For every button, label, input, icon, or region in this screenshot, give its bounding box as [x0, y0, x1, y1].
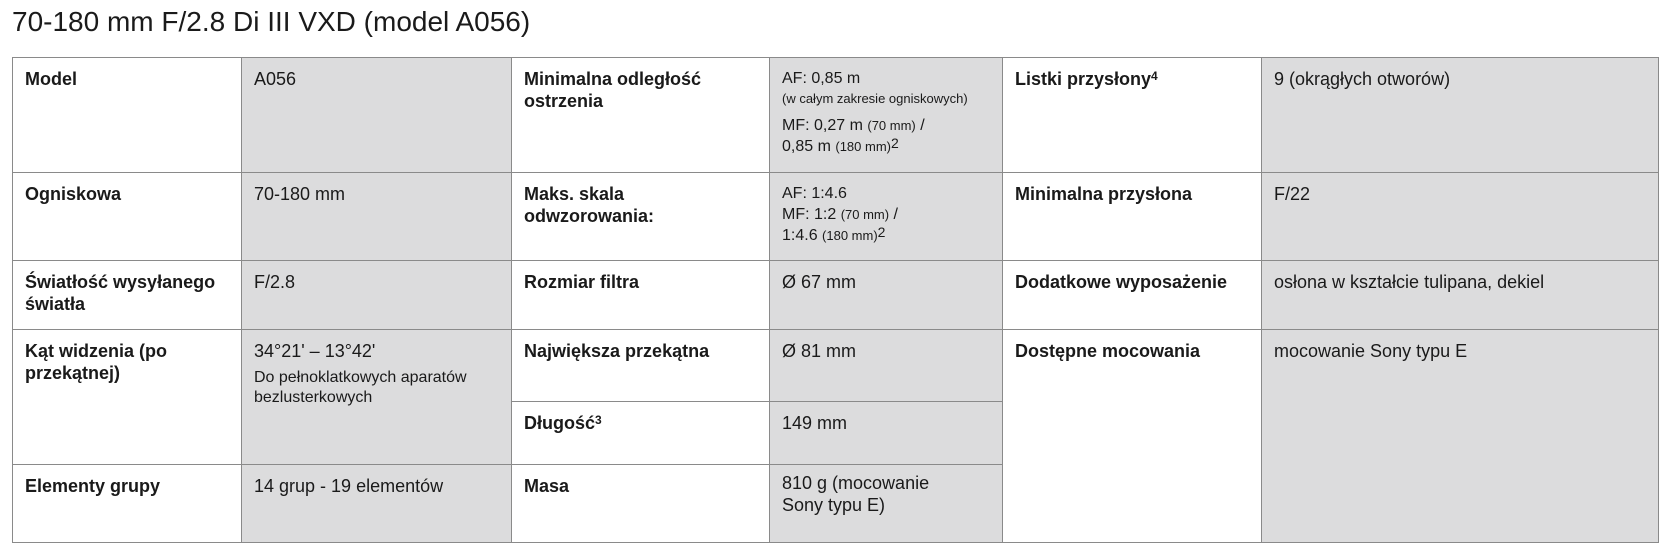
- table-row: [13, 261, 1659, 330]
- filter-label: Rozmiar filtra: [512, 261, 770, 330]
- focal-label: Ogniskowa: [13, 173, 242, 261]
- min-focus-mf-b-note: (180 mm): [835, 139, 891, 154]
- max-mag-mf-b: 1:4.6: [782, 227, 818, 245]
- angle-label: [13, 330, 242, 465]
- min-focus-mf-a-note: (70 mm): [867, 118, 916, 133]
- max-mag-af: AF: 1:4.6: [782, 185, 847, 203]
- aperture-label: Światłość wysyłanego światła: [13, 261, 242, 330]
- max-mag-mf-a: MF: 1:2: [782, 206, 837, 224]
- min-focus-footnote: 2: [891, 135, 899, 151]
- min-aperture-value: F/22: [1262, 173, 1659, 261]
- angle-value: 34°21' – 13°42': [254, 341, 376, 362]
- mass-value: 810 g (mocowanie Sony typu E): [770, 465, 1003, 543]
- mounts-label: Dostępne mocowania: [1003, 330, 1262, 543]
- max-mag-footnote: 2: [877, 224, 886, 241]
- max-mag-mf-a-note: (70 mm): [840, 207, 890, 223]
- min-aperture-label: Minimalna przysłona: [1003, 173, 1262, 261]
- min-focus-mf-sep: /: [920, 117, 925, 134]
- blades-label-text: Listki przysłony: [1015, 69, 1152, 89]
- angle-label-text: Kąt widzenia (po przekątnej): [25, 341, 168, 384]
- max-mag-label: Maks. skala odwzorowania:: [512, 173, 770, 261]
- accessories-value: osłona w kształcie tulipana, dekiel: [1262, 261, 1659, 330]
- table-row: [13, 330, 1659, 401]
- min-focus-af-note: (w całym zakresie ogniskowych): [782, 91, 968, 106]
- length-value: 149 mm: [770, 401, 1003, 465]
- model-value: A056: [242, 58, 512, 173]
- min-focus-value: [770, 58, 1003, 173]
- diameter-label: Największa przekątna: [512, 330, 770, 401]
- page-title: 70-180 mm F/2.8 Di III VXD (model A056): [12, 6, 531, 37]
- max-mag-mf-sep: /: [893, 206, 898, 224]
- min-focus-label: Minimalna odległość ostrzenia: [512, 58, 770, 173]
- elements-label: Elementy grupy: [13, 465, 242, 543]
- min-focus-mf-a: MF: 0,27 m: [782, 117, 863, 134]
- length-footnote: 3: [595, 412, 602, 427]
- table-row: [13, 173, 1659, 261]
- accessories-label: Dodatkowe wyposażenie: [1003, 261, 1262, 330]
- table-row: [13, 58, 1659, 173]
- blades-value: 9 (okrągłych otworów): [1262, 58, 1659, 173]
- mounts-value: mocowanie Sony typu E: [1262, 330, 1659, 543]
- length-label: [512, 401, 770, 465]
- length-label-text: Długość: [524, 412, 596, 433]
- spec-table: [12, 57, 1659, 543]
- model-label: Model: [13, 58, 242, 173]
- aperture-value: F/2.8: [242, 261, 512, 330]
- diameter-value: Ø 81 mm: [770, 330, 1003, 401]
- elements-value: 14 grup - 19 elementów: [242, 465, 512, 543]
- max-mag-mf-b-note: (180 mm): [822, 228, 878, 244]
- blades-footnote: 4: [1151, 69, 1158, 83]
- mass-label: Masa: [512, 465, 770, 543]
- filter-value: Ø 67 mm: [770, 261, 1003, 330]
- max-mag-value: [770, 173, 1003, 261]
- focal-value: 70-180 mm: [242, 173, 512, 261]
- angle-note: Do pełnoklatkowych aparatów bezlusterkowych: [254, 369, 467, 407]
- min-focus-af: AF: 0,85 m: [782, 70, 861, 87]
- blades-label: [1003, 58, 1262, 173]
- min-focus-mf-b: 0,85 m: [782, 138, 831, 155]
- angle-value-cell: [242, 330, 512, 465]
